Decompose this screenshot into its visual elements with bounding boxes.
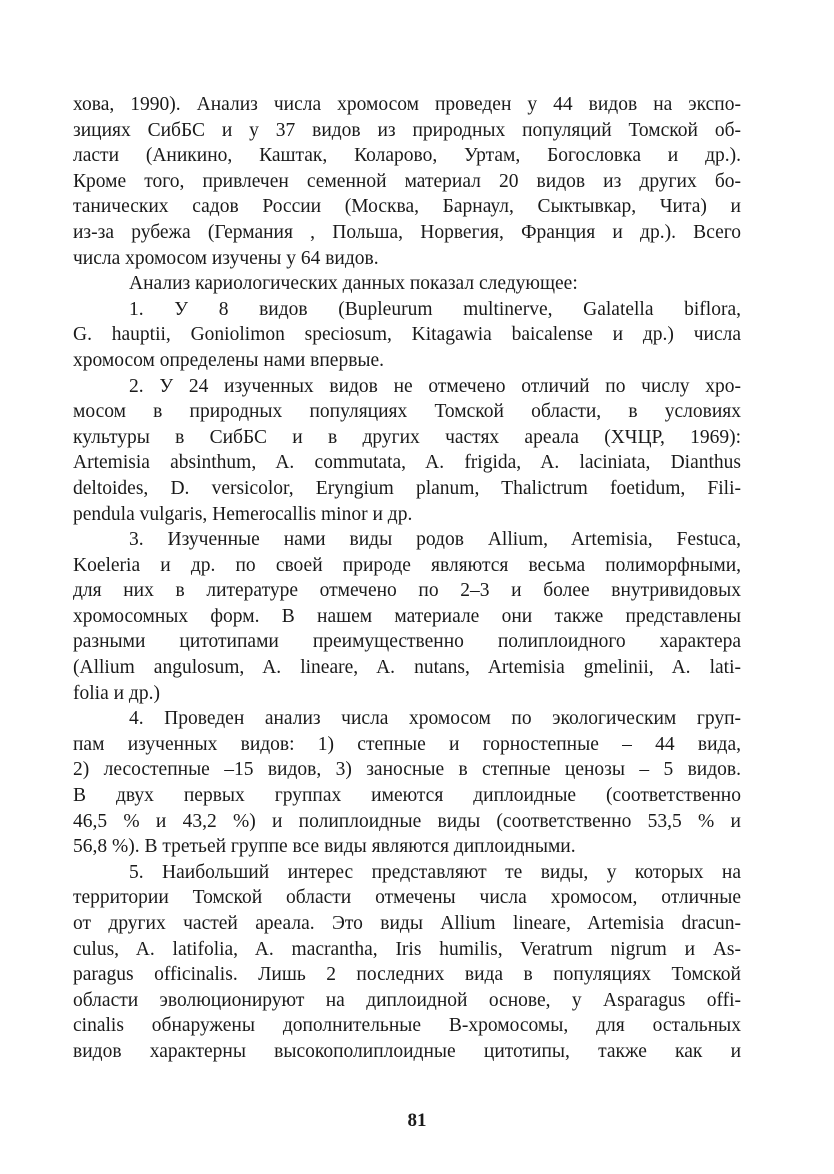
text-line: от других частей ареала. Это виды Allium lineare, Artemisia dracun- — [73, 913, 741, 934]
text-line: 56,8 %). В третьей группе все виды являются диплоидными. — [73, 836, 576, 858]
text-line: 1. У 8 видов (Bupleurum multinerve, Galatella biflora, — [129, 298, 741, 320]
text-line: зициях СибБС и у 37 видов из природных популяций Томской об- — [73, 119, 741, 141]
text-line: хова, 1990). Анализ числа хромосом проведен у 44 видов на экспо- — [73, 94, 741, 115]
text-line: 3. Изученные нами виды родов Allium, Artemisia, Festuca, — [129, 529, 741, 551]
text-line: танических садов России (Москва, Барнаул, Сыктывкар, Чита) и — [73, 196, 741, 218]
text-line: Анализ кариологических данных показал следующее: — [129, 273, 578, 295]
text-line: deltoides, D. versicolor, Eryngium planum, Thalictrum foetidum, Fili- — [73, 477, 741, 499]
text-line: folia и др.) — [73, 682, 160, 704]
text-line: территории Томской области отмечены числа хромосом, отличные — [73, 887, 741, 909]
page-number: 81 — [407, 1110, 427, 1131]
text-line: В двух первых группах имеются диплоидные (соответственно — [73, 785, 741, 807]
text-line: (Allium angulosum, A. lineare, A. nutans, Artemisia gmelinii, A. lati- — [73, 657, 741, 679]
text-line: 5. Наибольший интерес представляют те виды, у которых на — [129, 861, 741, 883]
text-line: числа хромосом изучены у 64 видов. — [73, 247, 379, 269]
text-line: 2. У 24 изученных видов не отмечено отличий по числу хро- — [129, 375, 741, 397]
page-body — [73, 92, 741, 1065]
text-line: pendula vulgaris, Hemerocallis minor и др. — [73, 503, 413, 525]
text-line: пам изученных видов: 1) степные и горностепные – 44 вида, — [73, 733, 741, 755]
text-line: для них в литературе отмечено по 2–3 и более внутривидовых — [73, 580, 741, 602]
text-line: paragus officinalis. Лишь 2 последних вида в популяциях Томской — [73, 964, 741, 986]
text-line: 46,5 % и 43,2 %) и полиплоидные виды (соответственно 53,5 % и — [73, 810, 741, 832]
text-line: 2) лесостепные –15 видов, 3) заносные в степные ценозы – 5 видов. — [73, 759, 741, 781]
text-line: Кроме того, привлечен семенной материал 20 видов из других бо- — [73, 170, 741, 192]
text-line: culus, A. latifolia, A. macrantha, Iris humilis, Veratrum nigrum и As- — [73, 938, 741, 960]
text-line: cinalis обнаружены дополнительные В-хромосомы, для остальных — [73, 1015, 741, 1037]
text-line: видов характерны высокополиплоидные цитотипы, также как и — [73, 1040, 741, 1062]
text-line: хромосом определены нами впервые. — [73, 349, 385, 371]
text-line: G. hauptii, Goniolimon speciosum, Kitagawia baicalense и др.) числа — [73, 324, 741, 346]
text-line: из-за рубежа (Германия , Польша, Норвегия, Франция и др.). Всего — [73, 221, 741, 243]
text-line: Koeleria и др. по своей природе являются весьма полиморфными, — [73, 554, 741, 576]
text-line: области эволюционируют на диплоидной основе, у Asparagus offi- — [73, 989, 741, 1011]
text-line: разными цитотипами преимущественно полиплоидного характера — [73, 631, 741, 653]
text-line: мосом в природных популяциях Томской области, в условиях — [73, 401, 741, 423]
text-line: Artemisia absinthum, A. commutata, A. frigida, A. laciniata, Dianthus — [73, 452, 741, 474]
text-line: ласти (Аникино, Каштак, Коларово, Уртам, Богословка и др.). — [73, 145, 741, 167]
text-line: 4. Проведен анализ числа хромосом по экологическим груп- — [129, 708, 741, 730]
text-line: хромосомных форм. В нашем материале они также представлены — [73, 605, 741, 627]
text-line: культуры в СибБС и в других частях ареала (ХЧЦР, 1969): — [73, 426, 741, 448]
